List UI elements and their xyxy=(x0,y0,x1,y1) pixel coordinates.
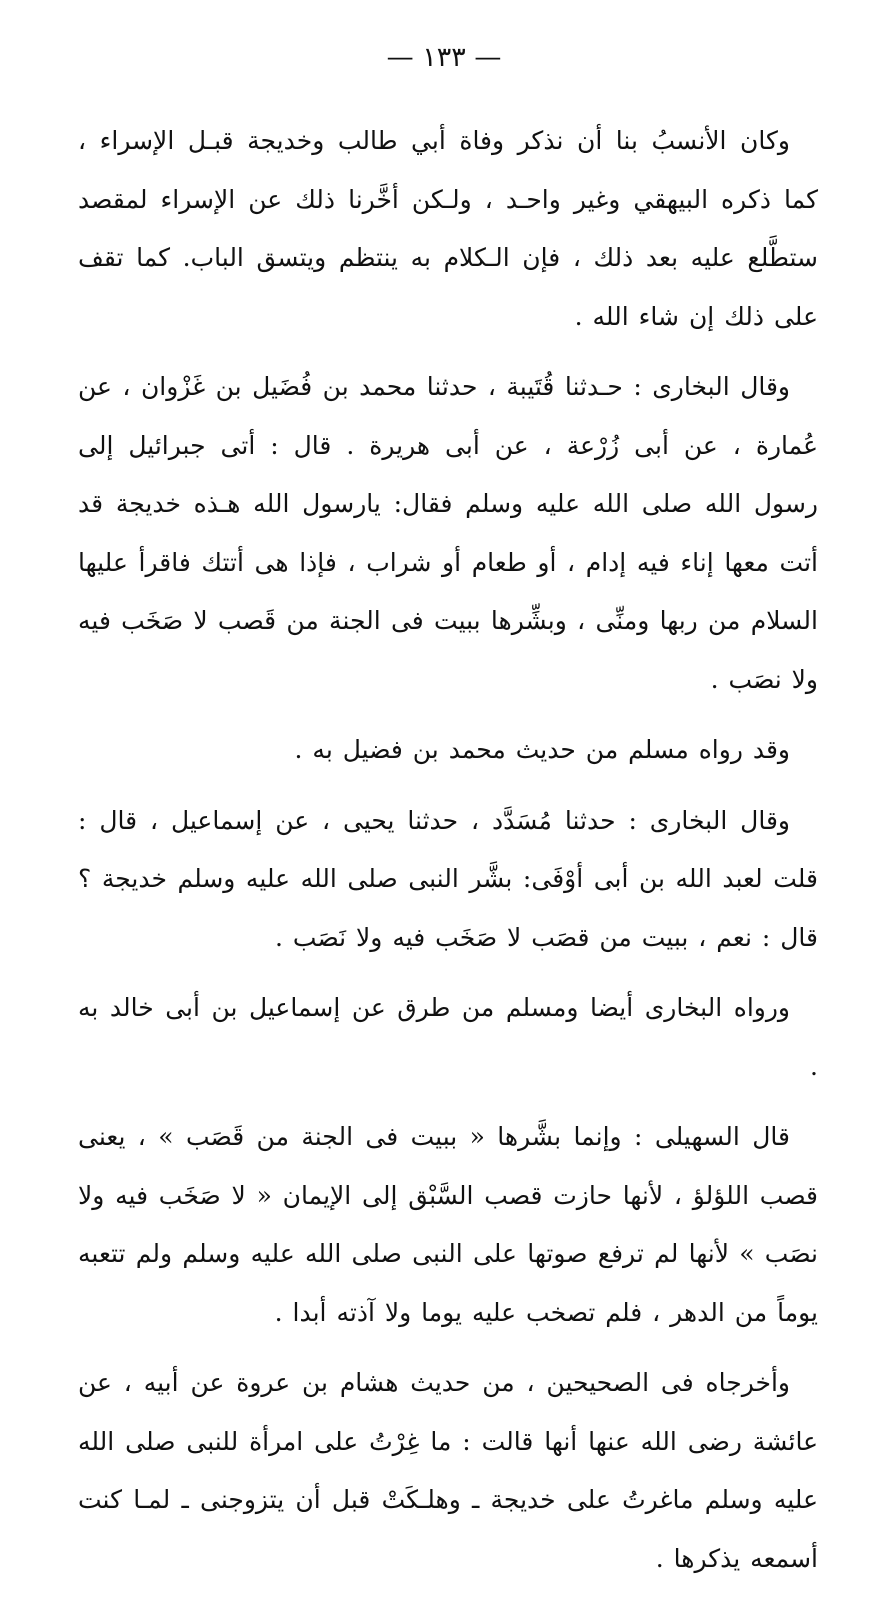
paragraph-5: ورواه البخارى أيضا ومسلم من طرق عن إسماعيل بن أبى خالد به . xyxy=(78,993,818,1081)
paragraph-1: وكان الأنسبُ بنا أن نذكر وفاة أبي طالب وخديجة قبـل الإسراء ، كما ذكره البيهقي وغير واحـد ، ولـكن أخَّرنا ذلك عن الإسراء لمقصد ستطَّلع عليه بعد ذلك ، فإن الـكلام به ينتظم ويتسق الباب. كما تقف على ذلك إن شاء الله . xyxy=(78,126,818,331)
paragraph-6: قال السهيلى : وإنما بشَّرها « ببيت فى الجنة من قَصَب » ، يعنى قصب اللؤلؤ ، لأنها حازت قصب السَّبْق إلى الإيمان « لا صَخَب فيه ولا نصَب » لأنها لم ترفع صوتها على النبى صلى الله عليه وسلم ولم تتعبه يوماً من الدهر ، فلم تصخب عليه يوما ولا آذته أبدا . xyxy=(78,1122,818,1327)
paragraph-3: وقد رواه مسلم من حديث محمد بن فضيل به . xyxy=(294,735,790,764)
paragraph-2: وقال البخارى : حـدثنا قُتَيبة ، حدثنا محمد بن فُضَيل بن غَزْوان ، عن عُمارة ، عن أبى زُرْعة ، عن أبى هريرة . قال : أتى جبرائيل إلى رسول الله صلى الله عليه وسلم فقال: يارسول الله هـذه خديجة قد أتت معها إناء فيه إدام ، أو طعام أو شراب ، فإذا هى أتتك فاقرأ عليها السلام من ربها ومنِّى ، وبشِّرها ببيت فى الجنة من قَصب لا صَخَب فيه ولا نصَب . xyxy=(78,372,818,694)
paragraph-4: وقال البخارى : حدثنا مُسَدَّد ، حدثنا يحيى ، عن إسماعيل ، قال : قلت لعبد الله بن أبى أوْفَى: بشَّر النبى صلى الله عليه وسلم خديجة ؟ قال : نعم ، ببيت من قصَب لا صَخَب فيه ولا نَصَب . xyxy=(78,805,818,952)
paragraph-7: وأخرجاه فى الصحيحين ، من حديث هشام بن عروة عن أبيه ، عن عائشة رضى الله عنها أنها قالت : ما غِرْتُ على امرأة للنبى صلى الله عليه وسلم ماغرتُ على خديجة ـ وهلـكَتْ قبل أن يتزوجنى ـ لمـا كنت أسمعه يذكرها . xyxy=(78,1368,818,1573)
page-number: — ١٣٣ — xyxy=(386,42,502,73)
page-body xyxy=(78,112,818,1600)
